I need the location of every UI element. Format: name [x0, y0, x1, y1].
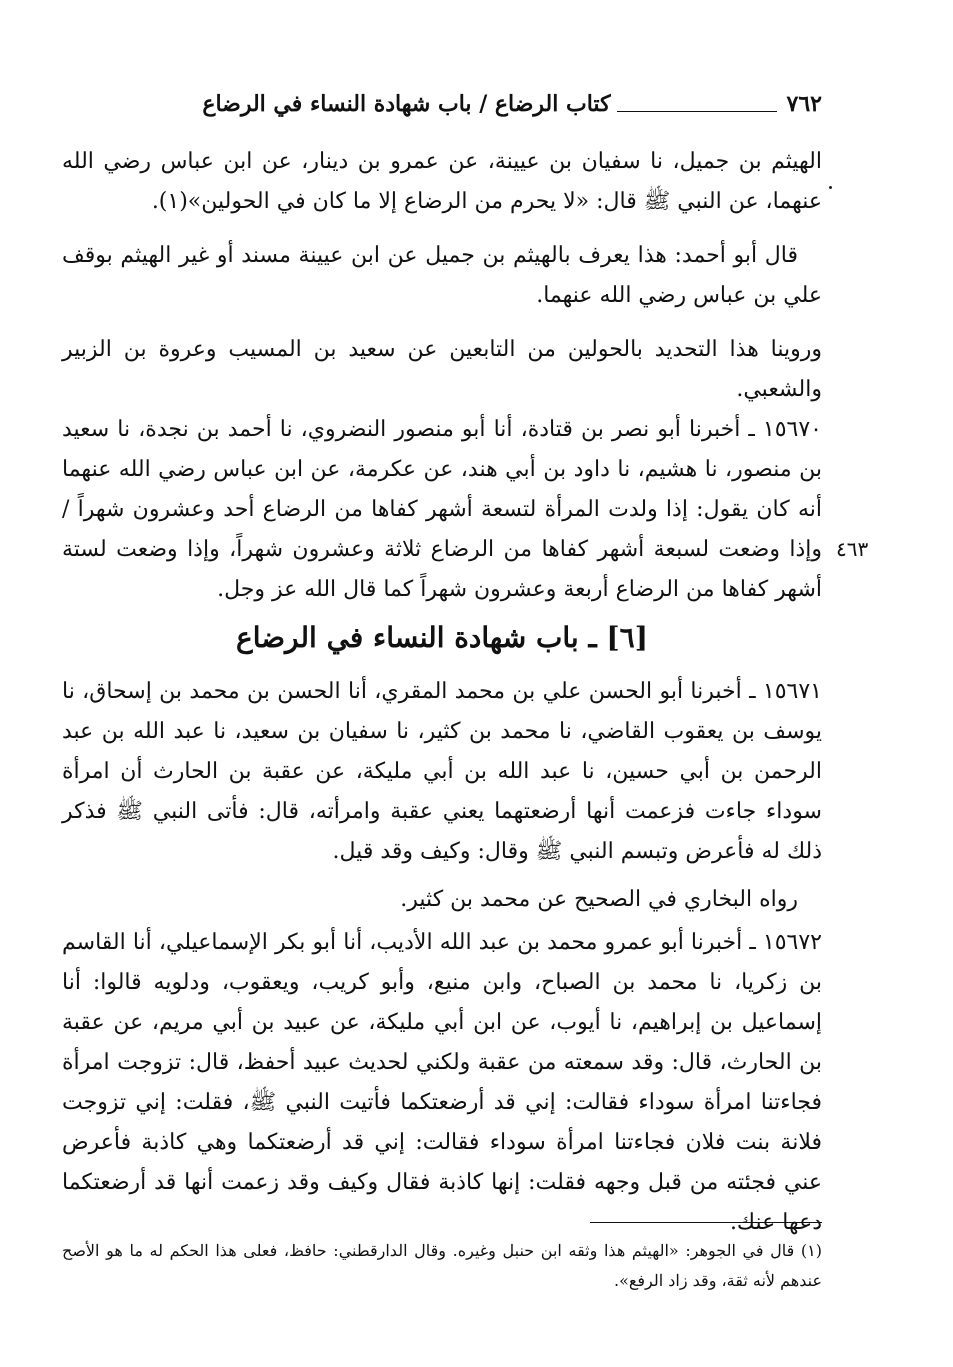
paragraph-hadith-continuation: [62, 142, 822, 222]
paragraph-bukhari-note: [62, 880, 822, 920]
paragraph-abu-ahmad: [62, 236, 822, 316]
paragraph-tabiin: [62, 330, 822, 410]
running-header: [40, 84, 822, 124]
paragraph-text: ١٥٦٧٢ ـ أخبرنا أبو عمرو محمد بن عبد الله الأديب، أنا أبو بكر الإسماعيلي، أنا القاسم بن زكريا، نا محمد بن الصباح، وابن منيع، وأبو كريب، ويعقوب، ودلويه قالوا: أنا إسماعيل بن إبراهيم، نا أيوب، عن ابن أبي مليكة، عن عبيد بن أبي مريم، عن عقبة بن الحارث، قال: وقد سمعته من عقبة ولكني لحديث عبيد أحفظ، قال: تزوجت امرأة فجاءتنا امرأة سوداء فقالت: إني قد أرضعتكما فأتيت النبي ﷺ، فقلت: إني تزوجت فلانة بنت فلان فجاءتنا امرأة سوداء فقالت: إني قد أرضعتكما وهي كاذبة فأعرض عني فجئته من قبل وجهه فقلت: إنها كاذبة فقال وكيف وقد زعمت أنها قد أرضعتكما دعها عنك.: [62, 930, 822, 1235]
paragraph-text: ١٥٦٧٠ ـ أخبرنا أبو نصر بن قتادة، أنا أبو منصور النضروي، نا أحمد بن نجدة، نا سعيد بن منصور، نا هشيم، نا داود بن أبي هند، عن عكرمة، عن ابن عباس رضي الله عنهما أنه كان يقول: إذا ولدت المرأة لتسعة أشهر كفاها من الرضاع أحد وعشرون شهراً / وإذا وضعت لسبعة أشهر كفاها من الرضاع ثلاثة وعشرون شهراً، وإذا وضعت لستة أشهر كفاها من الرضاع أربعة وعشرون شهراً كما قال الله عز وجل.: [62, 417, 822, 602]
paragraph-text: ١٥٦٧١ ـ أخبرنا أبو الحسن علي بن محمد المقري، أنا الحسن بن محمد بن إسحاق، نا يوسف بن يعقوب القاضي، نا محمد بن كثير، نا سفيان بن سعيد، نا عبد الله بن عبد الرحمن بن أبي حسين، نا عبد الله بن أبي مليكة، عن عقبة بن الحارث أن امرأة سوداء جاءت فزعمت أنها أرضعتهما يعني عقبة وامرأته، قال: فأتى النبي ﷺ فذكر ذلك له فأعرض وتبسم النبي ﷺ وقال: وكيف وقد قيل.: [62, 679, 822, 864]
margin-page-reference: ٤٦٣: [836, 537, 869, 561]
footnote-1: (١) قال في الجوهر: «الهيثم هذا وثقه ابن حنبل وغيره. وقال الدارقطني: حافظ، فعلى هذا الحكم له ما هو الأصح عندهم لأنه ثقة، وقد زاد الرفع».: [62, 1241, 822, 1290]
footnote-divider: [590, 1222, 822, 1223]
hadith-15670: [62, 410, 822, 610]
running-title: كتاب الرضاع / باب شهادة النساء في الرضاع: [202, 91, 611, 117]
paragraph-text: الهيثم بن جميل، نا سفيان بن عيينة، عن عمرو بن دينار، عن ابن عباس رضي الله عنهما، عن النبي ﷺ قال: «لا يحرم من الرضاع إلا ما كان في الحولين»(١).: [62, 149, 822, 214]
page-number: ٧٦٢: [786, 91, 822, 117]
paragraph-text: رواه البخاري في الصحيح عن محمد بن كثير.: [400, 887, 798, 912]
paragraph-text: وروينا هذا التحديد بالحولين من التابعين عن سعيد بن المسيب وعروة بن الزبير والشعبي.: [62, 337, 822, 402]
hadith-15672: [62, 923, 822, 1243]
margin-dot: [829, 186, 832, 189]
hadith-15671: [62, 672, 822, 872]
chapter-heading: [٦] ـ باب شهادة النساء في الرضاع: [236, 621, 648, 654]
header-rule: [617, 97, 777, 112]
paragraph-text: قال أبو أحمد: هذا يعرف بالهيثم بن جميل عن ابن عيينة مسند أو غير الهيثم بوقف علي بن عباس رضي الله عنهما.: [62, 243, 822, 308]
